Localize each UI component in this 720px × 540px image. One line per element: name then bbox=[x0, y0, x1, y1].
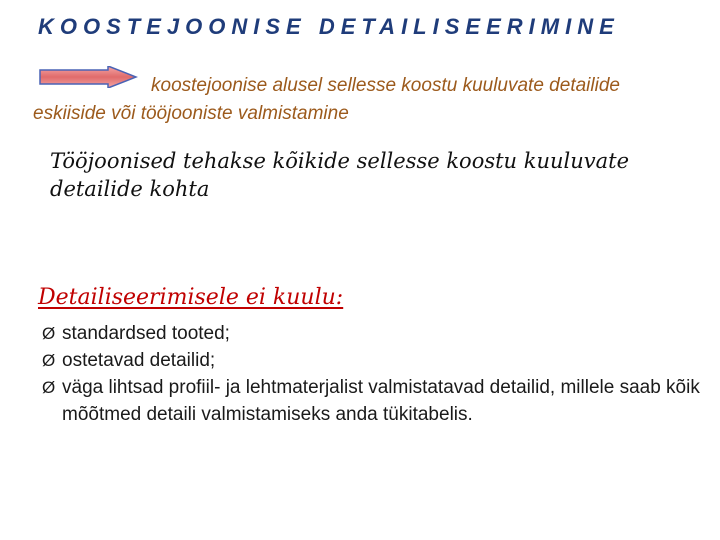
arrow-bullet-icon: Ø bbox=[42, 324, 56, 343]
definition-body: koostejoonise alusel sellesse koostu kuuluvate detailide eskiiside või tööjooniste valmistamine bbox=[33, 75, 620, 124]
list-item bbox=[42, 347, 702, 374]
arrow-bullet-icon: Ø bbox=[42, 351, 56, 370]
statement-text: Tööjoonised tehakse kõikide sellesse koostu kuuluvate detailide kohta bbox=[50, 149, 630, 201]
exclusions-heading: Detailiseerimisele ei kuulu: bbox=[38, 285, 344, 310]
list-item-text: standardsed tooted; bbox=[62, 323, 230, 344]
list-item bbox=[42, 374, 702, 428]
exclusions-list bbox=[42, 320, 702, 428]
arrow-bullet-icon: Ø bbox=[42, 378, 56, 397]
list-item-text: väga lihtsad profiil- ja lehtmaterjalist valmistatavad detailid, millele saab kõik mõõtmed detaili valmistamiseks anda tükitabelis. bbox=[62, 377, 700, 425]
list-item bbox=[42, 320, 702, 347]
definition-text bbox=[33, 72, 693, 128]
list-item-text: ostetavad detailid; bbox=[62, 350, 216, 371]
slide-title: KOOSTEJOONISE DETAILISEERIMINE bbox=[38, 14, 620, 39]
